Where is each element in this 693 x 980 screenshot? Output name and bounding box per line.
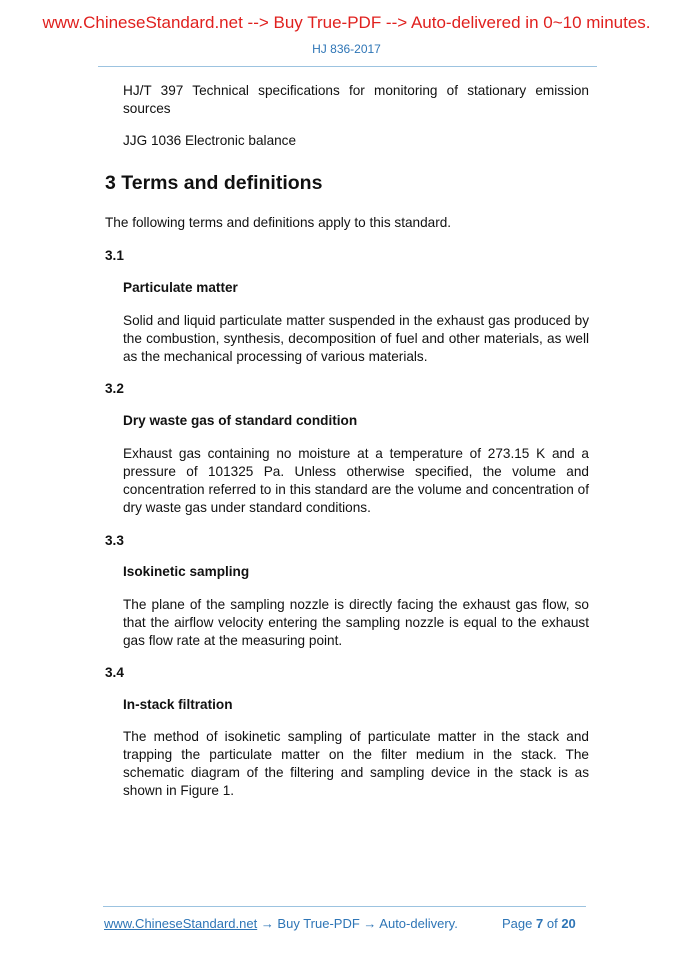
term-title: Isokinetic sampling: [123, 564, 250, 579]
term-number: 3.3: [105, 533, 124, 548]
reference-item: HJ/T 397 Technical specifications for monitoring of stationary emission sources: [123, 83, 589, 116]
term-number: 3.2: [105, 381, 124, 396]
term-definition: The method of isokinetic sampling of particulate matter in the stack and trapping the particulate matter on the filter medium in the stack. The schematic diagram of the filtering and sampling device in the stack is as shown in Figure 1.: [123, 729, 589, 798]
term-title: Dry waste gas of standard condition: [123, 413, 358, 428]
of-label: of: [546, 916, 558, 931]
term-title: Particulate matter: [123, 280, 238, 295]
term-definition: Solid and liquid particulate matter suspended in the exhaust gas produced by the combustion, synthesis, decomposition of fuel and other materials, as well as the mechanical processing of various materials.: [123, 313, 589, 364]
term-definition: The plane of the sampling nozzle is directly facing the exhaust gas flow, so that the airflow velocity entering the sampling nozzle is equal to the exhaust gas flow rate at the measuring point.: [123, 597, 589, 648]
page-indicator: [502, 915, 576, 933]
term-title: In-stack filtration: [123, 697, 233, 712]
page-total: 20: [561, 916, 576, 931]
page-number: 7: [536, 916, 544, 931]
term-definition: Exhaust gas containing no moisture at a temperature of 273.15 K and a pressure of 101325 Pa. Unless otherwise specified, the volume and concentration referred to in this standard are the volume and concentration of dry waste gas under standard conditions.: [123, 446, 589, 515]
term-number: 3.1: [105, 248, 124, 263]
footer-promo: [104, 915, 458, 933]
footer-divider: [103, 906, 586, 907]
section-heading: 3 Terms and definitions: [105, 172, 323, 194]
term-number: 3.4: [105, 665, 124, 680]
footer-link[interactable]: www.ChineseStandard.net: [104, 916, 258, 931]
document-id: HJ 836-2017: [312, 42, 381, 56]
page-label: Page: [502, 916, 533, 931]
section-intro: The following terms and definitions apply to this standard.: [105, 215, 452, 230]
promo-banner: www.ChineseStandard.net --> Buy True-PDF --> Auto-delivered in 0~10 minutes.: [42, 13, 651, 32]
reference-item: JJG 1036 Electronic balance: [123, 133, 297, 148]
header-divider: [98, 66, 597, 67]
footer-promo-text: → Buy True-PDF → Auto-delivery.: [257, 916, 458, 931]
